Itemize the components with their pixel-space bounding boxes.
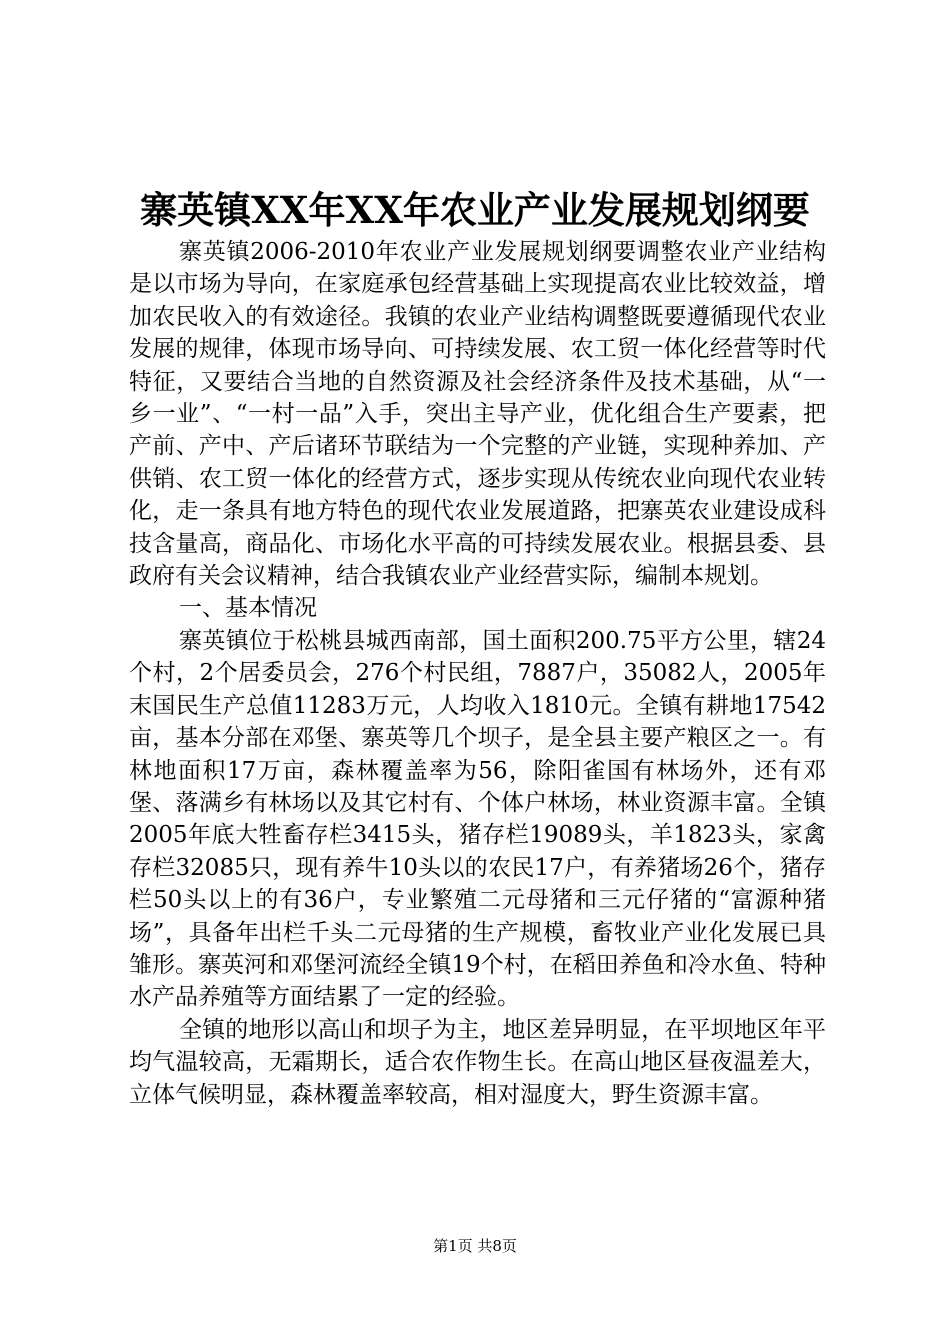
document-body xyxy=(129,236,826,1111)
page-footer: 第1页 共8页 xyxy=(433,1237,517,1255)
paragraph-basic-info: 寨英镇位于松桃县城西南部，国土面积200.75平方公里，辖24个村，2个居委员会，276个村民组，7887户，35082人，2005年末国民生产总值11283万元，人均收入1810元。全镇有耕地17542亩，基本分部在邓堡、寨英等几个坝子，是全县主要产粮区之一。有林地面积17万亩，森林覆盖率为56，除阳雀国有林场外，还有邓堡、落满乡有林场以及其它村有、个体户林场，林业资源丰富。全镇2005年底大牲畜存栏3415头，猪存栏19089头，羊1823头，家禽存栏32085只，现有养牛10头以的农民17户，有养猪场26个，猪存栏50头以上的有36户，专业繁殖二元母猪和三元仔猪的“富源种猪场”，具备年出栏千头二元母猪的生产规模，畜牧业产业化发展已具雏形。寨英河和邓堡河流经全镇19个村，在稻田养鱼和冷水鱼、特种水产品养殖等方面结累了一定的经验。 xyxy=(129,627,826,1011)
document-title: 寨英镇XX年XX年农业产业发展规划纲要 xyxy=(140,188,810,232)
section-heading-basic: 一、基本情况 xyxy=(179,595,317,622)
paragraph-terrain: 全镇的地形以高山和坝子为主，地区差异明显，在平坝地区年平均气温较高，无霜期长，适合农作物生长。在高山地区昼夜温差大，立体气候明显，森林覆盖率较高，相对湿度大，野生资源丰富。 xyxy=(129,1016,826,1108)
paragraph-intro: 寨英镇2006-2010年农业产业发展规划纲要调整农业产业结构是以市场为导向，在家庭承包经营基础上实现提高农业比较效益，增加农民收入的有效途径。我镇的农业产业结构调整既要遵循现代农业发展的规律，体现市场导向、可持续发展、农工贸一体化经营等时代特征，又要结合当地的自然资源及社会经济条件及技术基础，从“一乡一业”、“一村一品”入手，突出主导产业，优化组合生产要素，把产前、产中、产后诸环节联结为一个完整的产业链，实现种养加、产供销、农工贸一体化的经营方式，逐步实现从传统农业向现代农业转化，走一条具有地方特色的现代农业发展道路，把寨英农业建设成科技含量高，商品化、市场化水平高的可持续发展农业。根据县委、县政府有关会议精神，结合我镇农业产业经营实际，编制本规划。 xyxy=(129,239,826,590)
